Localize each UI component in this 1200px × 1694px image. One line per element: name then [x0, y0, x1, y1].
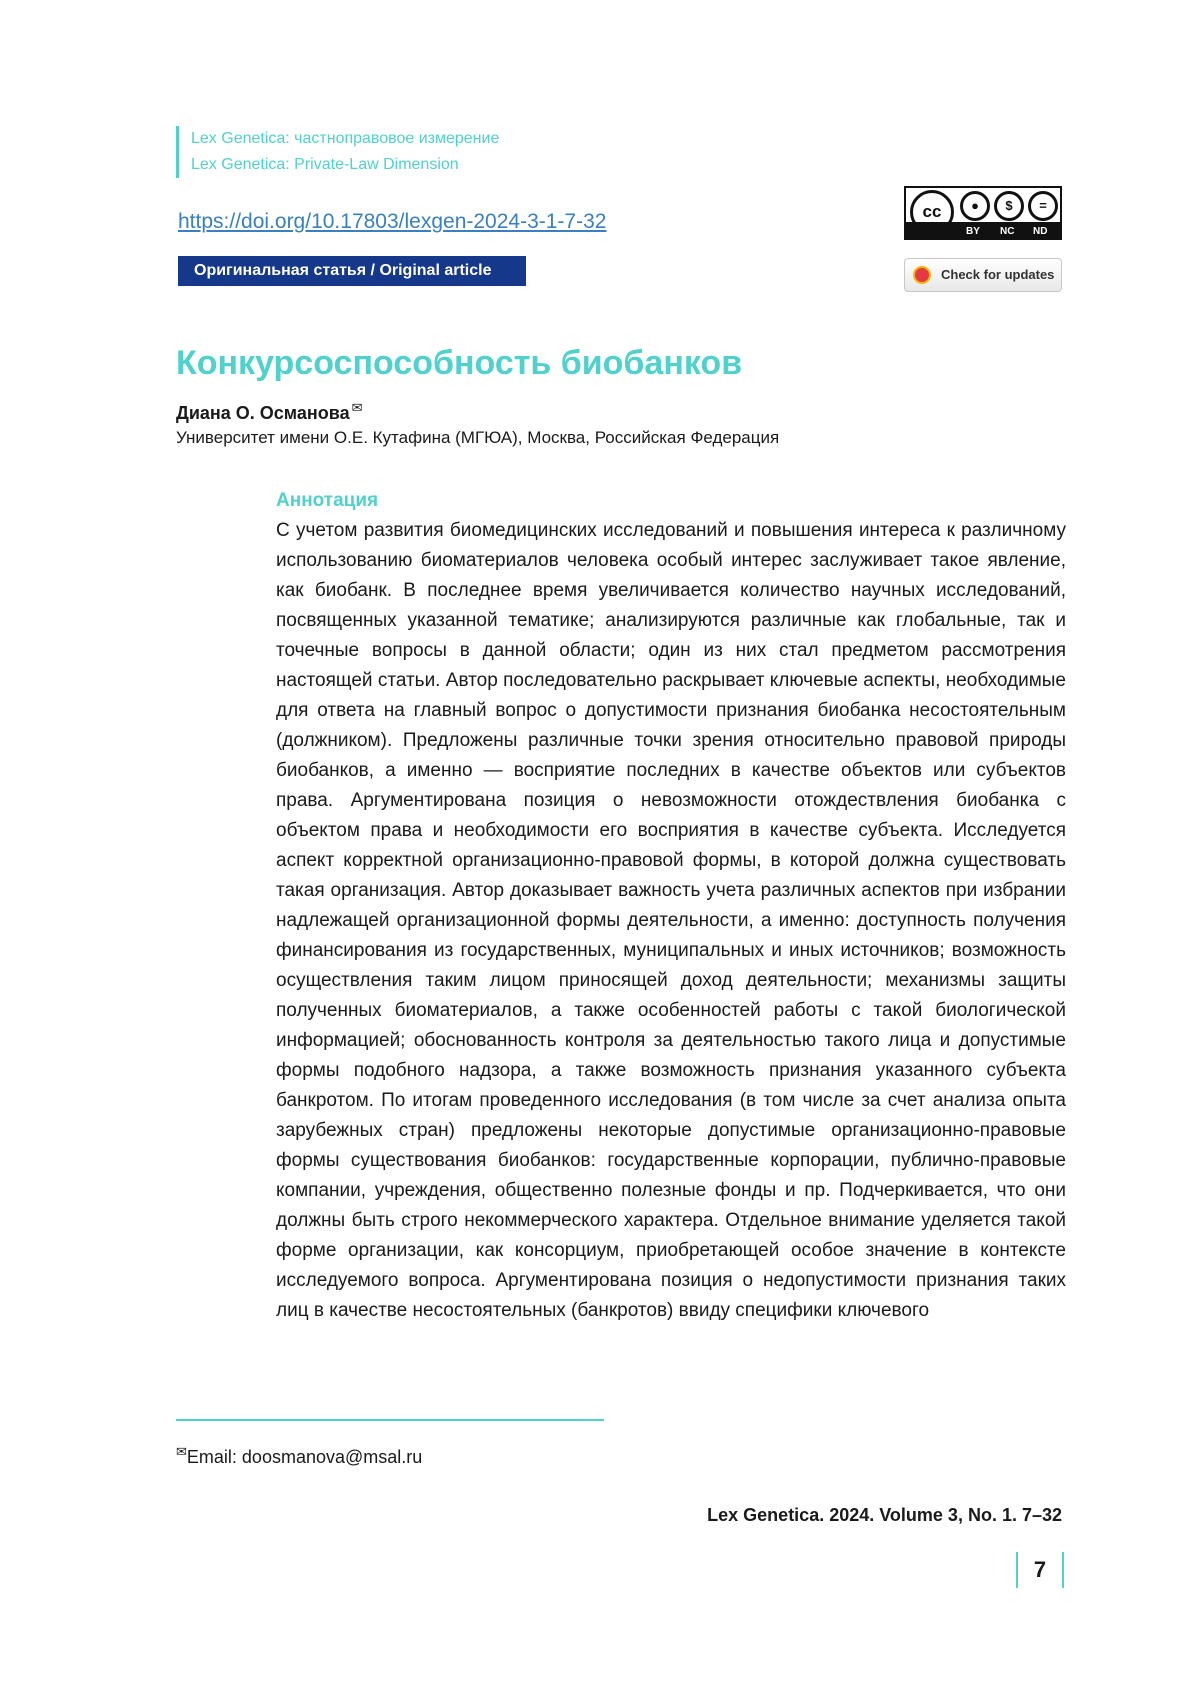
footnote-email: Email: doosmanova@msal.ru: [186, 1447, 423, 1467]
footnote-divider: [176, 1419, 604, 1421]
envelope-icon: ✉: [351, 400, 363, 415]
noderivs-icon: =: [1028, 191, 1058, 221]
person-icon: ●: [960, 191, 990, 221]
article-type-banner: Оригинальная статья / Original article: [178, 256, 526, 286]
check-updates-label: Check for updates: [941, 267, 1055, 282]
doi-link[interactable]: https://doi.org/10.17803/lexgen-2024-3-1-7-32: [178, 210, 607, 233]
author-name: Диана О. Османова: [176, 403, 350, 423]
author-affiliation: Университет имени О.Е. Кутафина (МГЮА), Москва, Российская Федерация: [176, 428, 780, 447]
page-number: 7: [1016, 1552, 1064, 1588]
journal-header: [176, 126, 499, 178]
footnote: [176, 1444, 422, 1468]
envelope-icon: ✉: [176, 1444, 187, 1459]
cc-label-nc: NC: [1000, 226, 1015, 237]
abstract-text: С учетом развития биомедицинских исследований и повышения интереса к различному использованию биоматериалов человека особый интерес заслуживает такое явление, как биобанк. В последнее время увеличивается количество научных исследований, посвященных указанной тематике; анализируются различные как глобальные, так и точечные вопросы в данной области; один из них стал предметом рассмотрения настоящей статьи. Автор последовательно раскрывает ключевые аспекты, необходимые для ответа на главный вопрос о допустимости признания биобанка несостоятельным (должником). Предложены различные точки зрения относительно правовой природы биобанков, а именно — восприятие последних в качестве объектов или субъектов права. Аргументирована позиция о невозможности отождествления биобанка с объектом права и необходимости его восприятия в качестве субъекта. Исследуется аспект корректной организационно-правовой формы, в которой должна существовать такая организация. Автор доказывает важность учета различных аспектов при избрании надлежащей организационной формы деятельности, а именно: доступность получения финансирования из государственных, муниципальных и иных источников; возможность осуществления таким лицом приносящей доход деятельности; механизмы защиты полученных биоматериалов, а также особенностей работы с такой биологической информацией; обоснованность контроля за деятельностью такого лица и допустимые формы подобного надзора, а также возможность признания указанного субъекта банкротом. По итогам проведенного исследования (в том числе за счет анализа опыта зарубежных стран) предложены некоторые допустимые организационно-правовые формы существования биобанков: государственные корпорации, публично-правовые компании, учреждения, общественно полезные фонды и пр. Подчеркивается, что они должны быть строго некоммерческого характера. Отдельное внимание уделяется такой форме организации, как консорциум, приобретающей особое значение в контексте исследуемого вопроса. Аргументирована позиция о недопустимости признания таких лиц в качестве несостоятельных (банкротов) ввиду специфики ключевого: [276, 520, 1066, 1321]
check-for-updates-button[interactable]: [904, 258, 1062, 292]
abstract: [276, 490, 1066, 1326]
crossmark-icon: [913, 266, 931, 284]
cc-label-nd: ND: [1033, 226, 1048, 237]
journal-name-ru: Lex Genetica: частноправовое измерение: [191, 130, 500, 147]
noncommercial-icon: $: [994, 191, 1024, 221]
cc-logo-icon: cc: [910, 190, 954, 234]
article-title: Конкурсоспособность биобанков: [176, 344, 743, 382]
journal-name-en: Lex Genetica: Private-Law Dimension: [191, 156, 459, 173]
cc-license-badge[interactable]: [904, 186, 1062, 240]
journal-citation: Lex Genetica. 2024. Volume 3, No. 1. 7–32: [707, 1505, 1062, 1525]
author: [176, 400, 363, 424]
cc-label-by: BY: [966, 226, 980, 237]
abstract-heading: Аннотация: [276, 490, 379, 511]
